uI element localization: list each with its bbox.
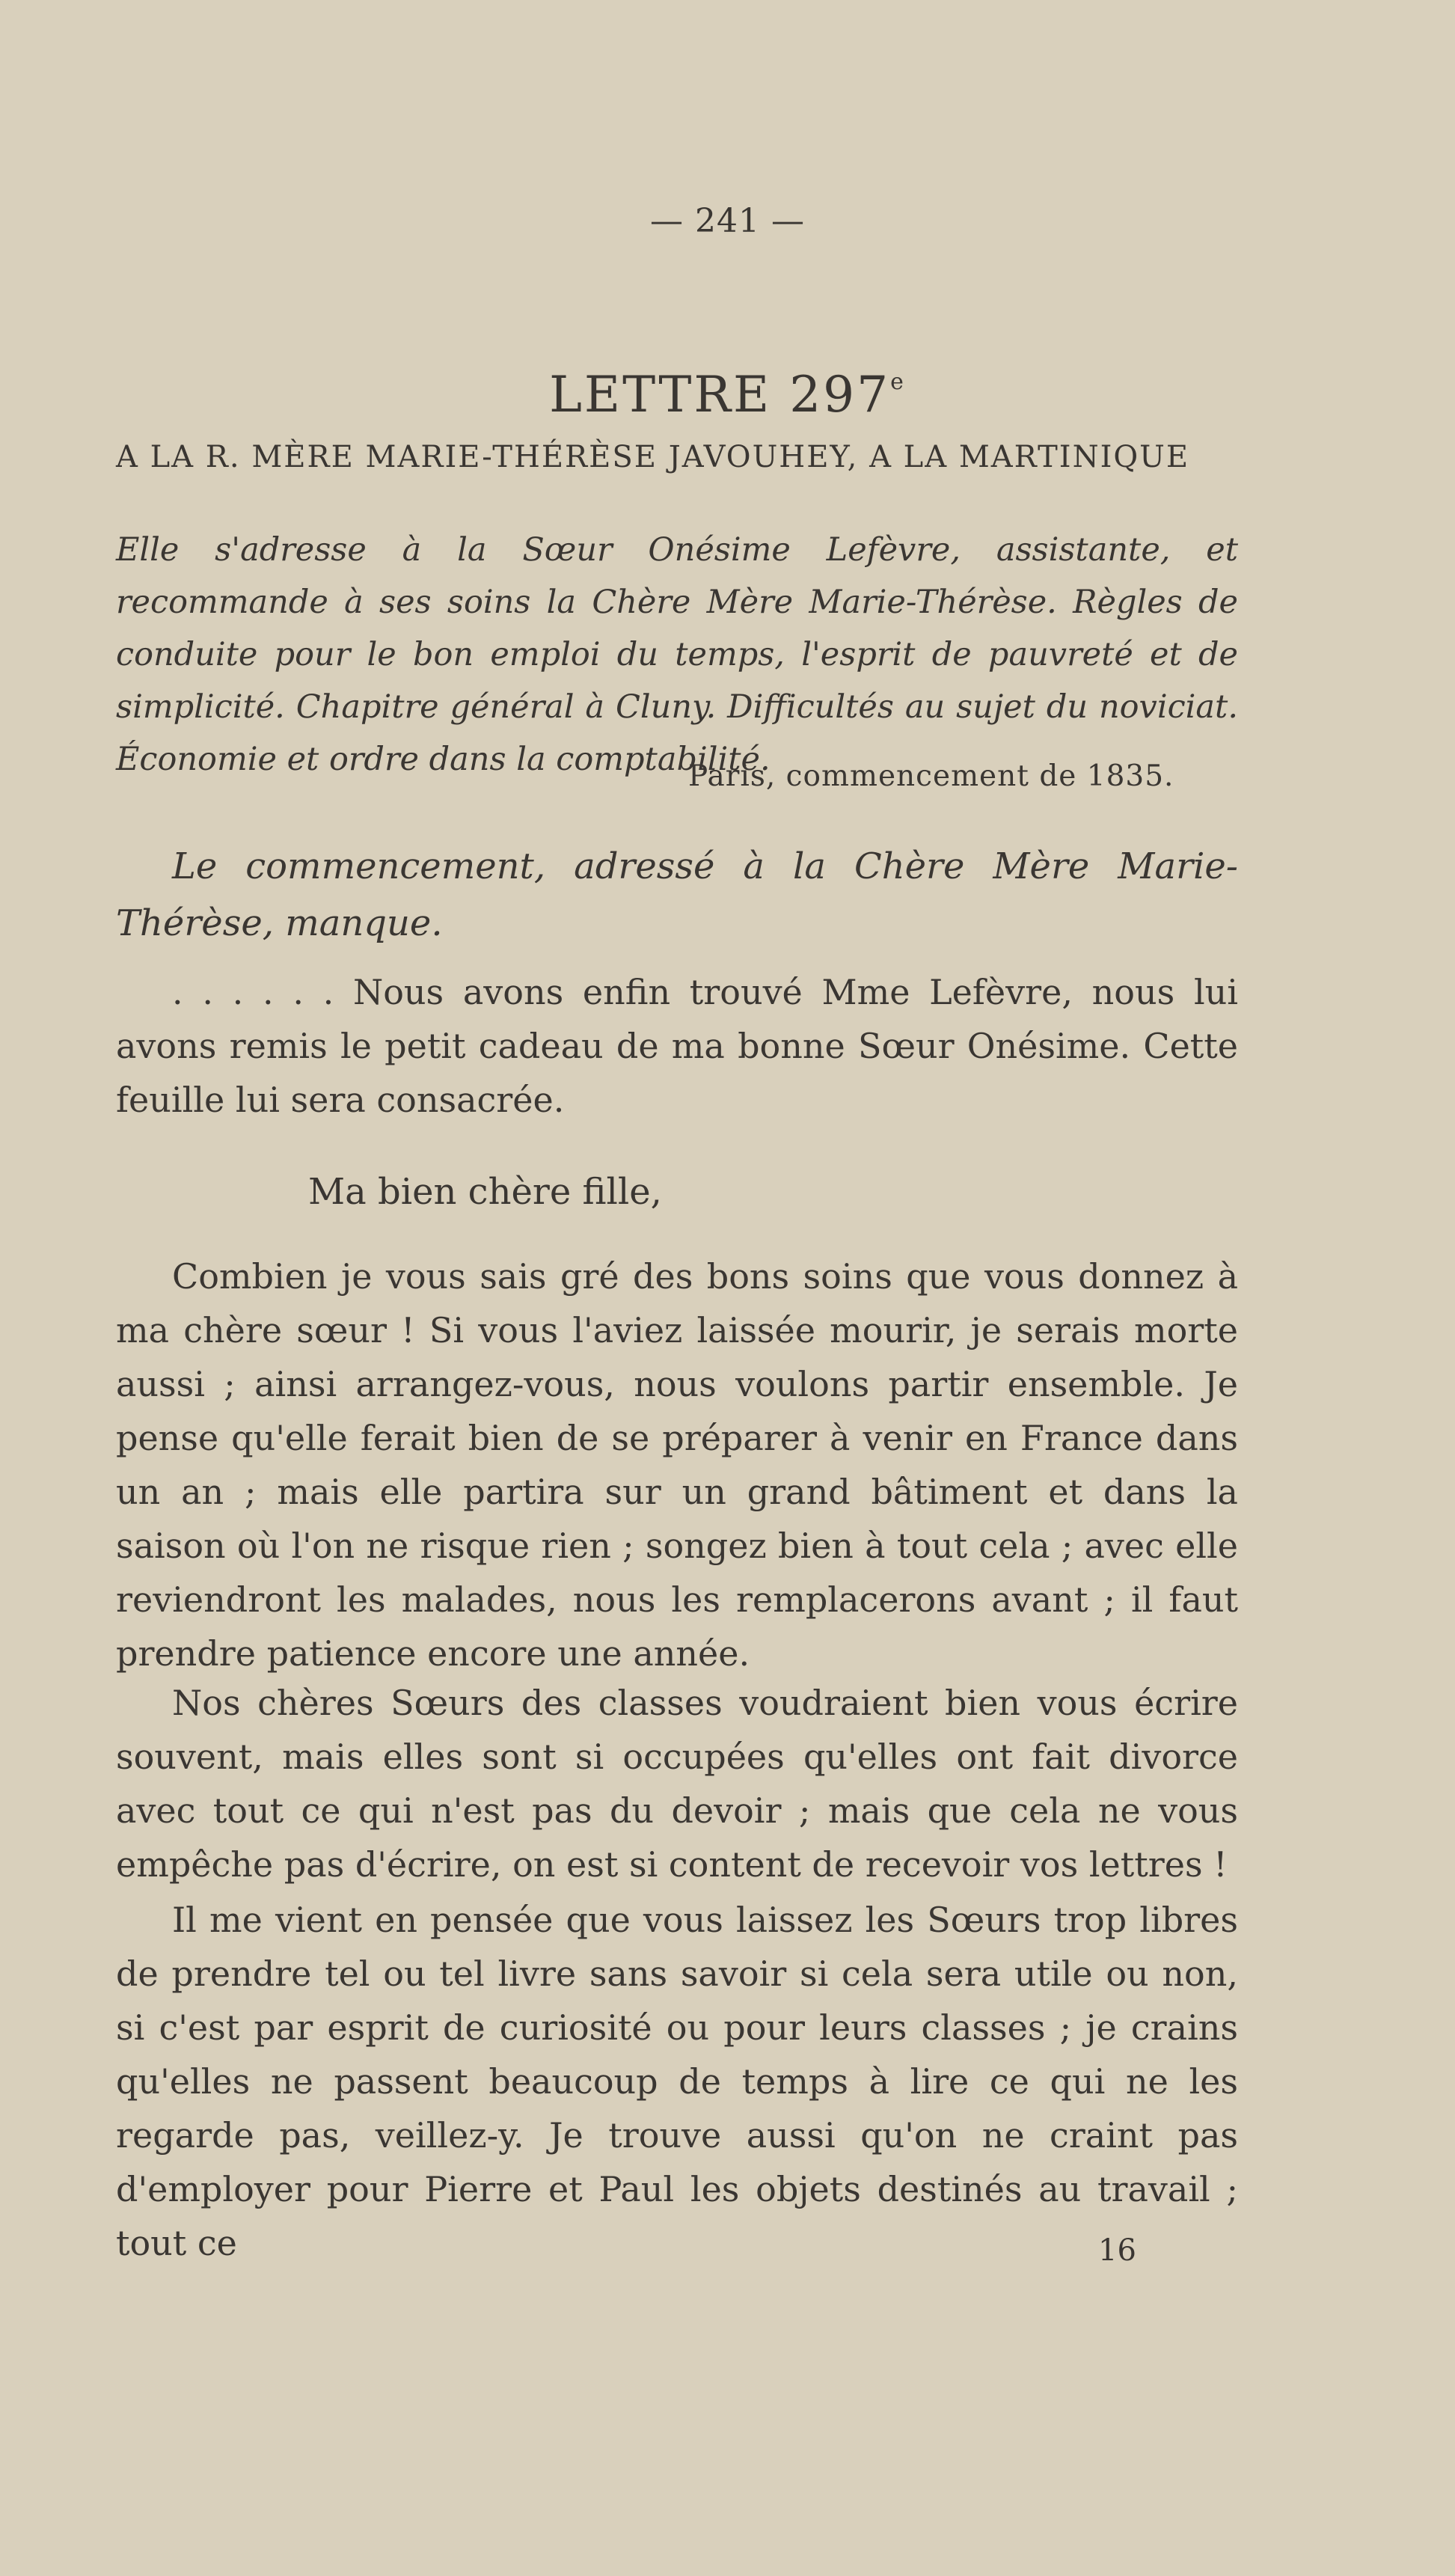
salutation: Ma bien chère fille, (308, 1171, 662, 1213)
editorial-note: Le commencement, adressé à la Chère Mère Marie-Thérèse, manque. (116, 845, 1238, 944)
recipient-line: A LA R. MÈRE MARIE-THÉRÈSE JAVOUHEY, A LA MARTINIQUE (116, 440, 1190, 474)
page-number: — 241 — (650, 202, 805, 240)
letter-summary: Elle s'adresse à la Sœur Onésime Lefèvre, assistante, et recommande à ses soins la Chère Mère Marie-Thérèse. Règles de conduite pour le bon emploi du temps, l'esprit de pauvreté et de simplicité. Chapitre général à Cluny. Difficultés au sujet du noviciat. Économie et ordre dans la comptabilité. (116, 531, 1238, 778)
paragraph-1: . . . . . . Nous avons enfin trouvé Mme Lefèvre, nous lui avons remis le petit cadeau de ma bonne Sœur Onésime. Cette feuille lui sera consacrée. (116, 972, 1238, 1120)
dateline: Paris, commencement de 1835. (688, 759, 1174, 793)
signature-mark: 16 (1098, 2233, 1136, 2268)
letter-title (0, 366, 1455, 423)
paragraph-3: Nos chères Sœurs des classes voudraient bien vous écrire souvent, mais elles sont si occupées qu'elles ont fait divorce avec tout ce qui n'est pas du devoir ; mais que cela ne vous empêche pas d'écrire, on est si content de recevoir vos lettres ! (116, 1683, 1238, 1885)
letter-title-text: LETTRE 297 (549, 366, 891, 424)
paragraph-2: Combien je vous sais gré des bons soins que vous donnez à ma chère sœur ! Si vous l'aviez laissée mourir, je serais morte aussi ; ainsi arrangez-vous, nous voulons partir ensemble. Je pense qu'elle ferait bien de se préparer à venir en France dans un an ; mais elle partira sur un grand bâtiment et dans la saison où l'on ne risque rien ; songez bien à tout cela ; avec elle reviendront les malades, nous les remplacerons avant ; il faut prendre patience encore une année. (116, 1256, 1238, 1674)
paragraph-4: Il me vient en pensée que vous laissez les Sœurs trop libres de prendre tel ou tel livre sans savoir si cela sera utile ou non, si c'est par esprit de curiosité ou pour leurs classes ; je crains qu'elles ne passent beaucoup de temps à lire ce qui ne les regarde pas, veillez-y. Je trouve aussi qu'on ne craint pas d'employer pour Pierre et Paul les objets destinés au travail ; tout ce (116, 1900, 1238, 2263)
letter-title-superscript: e (890, 369, 906, 396)
